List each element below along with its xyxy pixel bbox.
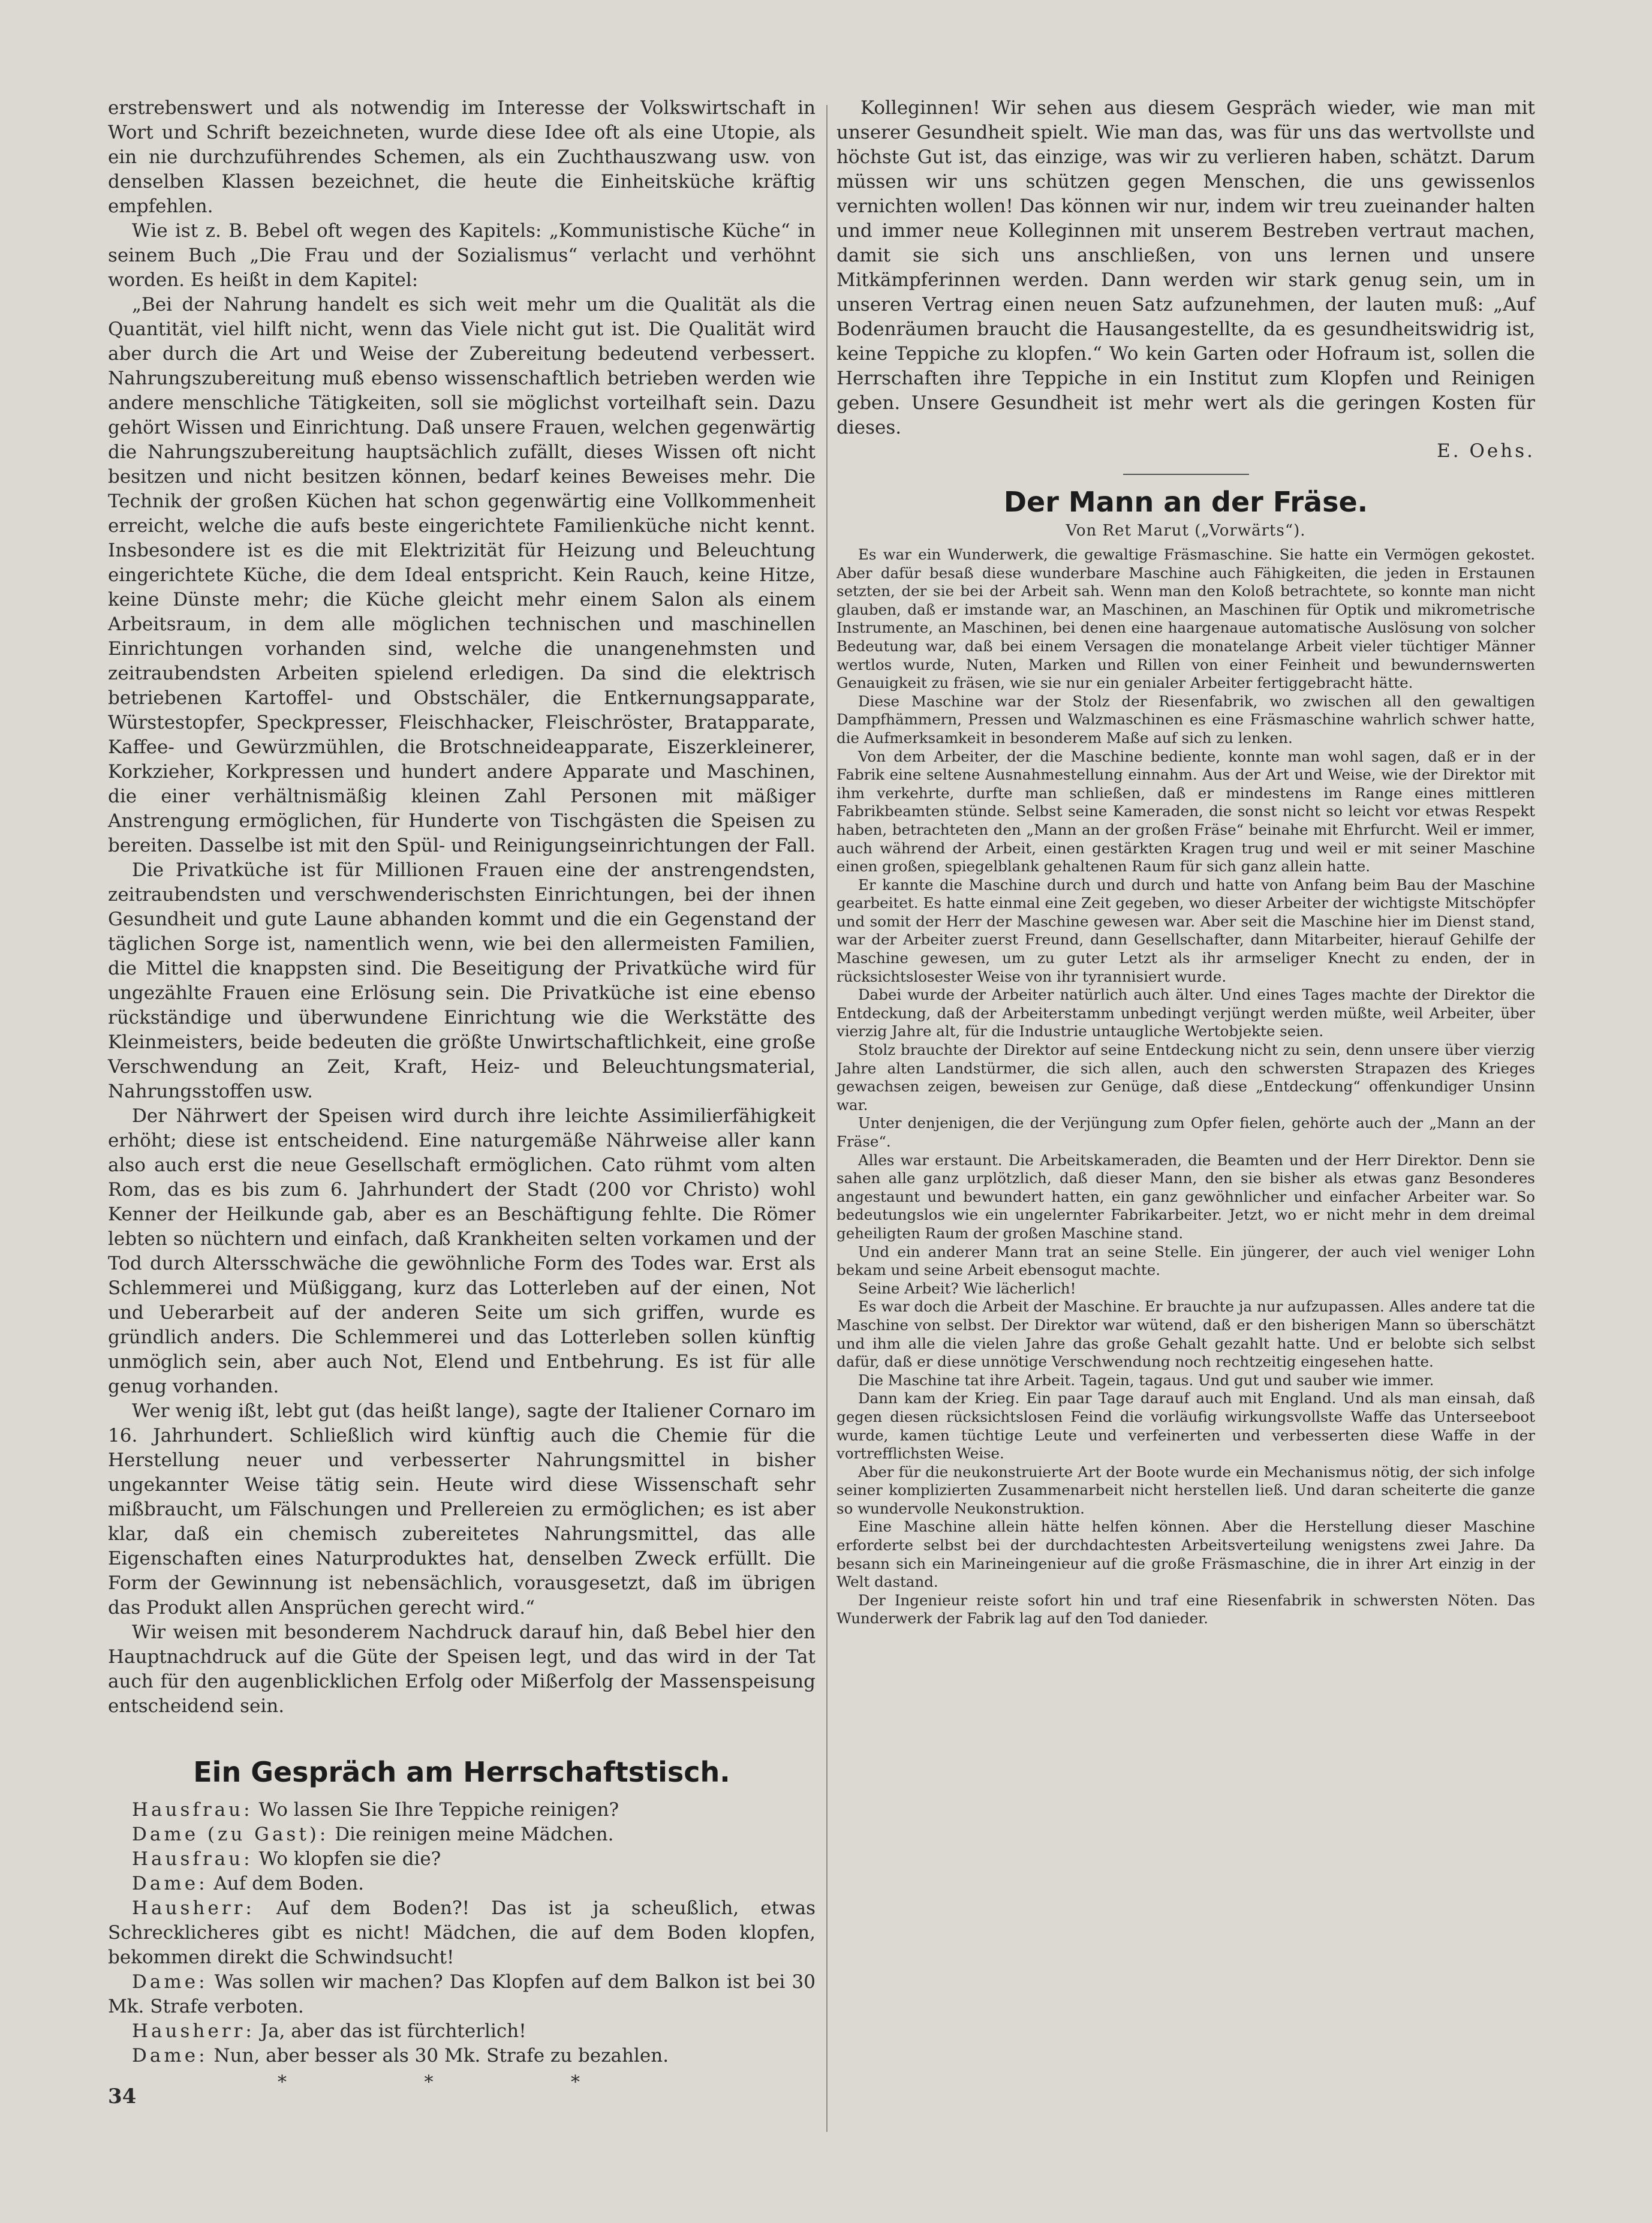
line-text: Wo klopfen sie die?: [258, 1848, 441, 1870]
fraese-paragraph: Er kannte die Maschine durch und durch und hatte von Anfang beim Bau der Maschine gearbeitet. Es hatte einmal eine Zeit gegeben, wo dieser Arbeiter der wichtigste Mitschöpfer und somit der Herr der Maschine gewesen war. Aber seit die Maschine hier im Dienst stand, war der Arbeiter zuerst Freund, dann Gesellschafter, dann Mitarbeiter, hierauf Gehilfe der Maschine gewesen, um zu guter Letzt als ihr armseliger Knecht zu enden, der in rücksichtslosester Weise von ihr tyrannisiert wurde.: [836, 876, 1535, 985]
dialogue-line: [108, 1872, 816, 1896]
speaker: Dame (zu Gast):: [132, 1824, 329, 1845]
left-column: [108, 96, 816, 2093]
fraese-paragraph: Es war doch die Arbeit der Maschine. Er brauchte ja nur aufzupassen. Alles andere tat die Maschine von selbst. Der Direktor war wütend, daß er den bisherigen Mann so überschätzt und ihm alle die vielen Jahre das große Gehalt gezahlt hatte. Und er belobte sich selbst dafür, daß er diese unnötige Verschwendung noch rechtzeitig eingesehen hatte.: [836, 1298, 1535, 1371]
dialogue-line: [108, 1847, 816, 1872]
fraese-paragraph: Alles war erstaunt. Die Arbeitskameraden, die Beamten und der Herr Direktor. Denn sie sahen alle ganz urplötzlich, daß dieser Mann, den sie bisher als etwas ganz Besonderes angestaunt und bewundert hatten, ein ganz gewöhnlicher und einfacher Arbeiter war. So bedeutungslos wie ein ungelernter Fabrikarbeiter. Jetzt, wo er nicht mehr in dem dreimal geheiligten Raum der großen Maschine stand.: [836, 1151, 1535, 1242]
speaker: Dame:: [132, 1873, 208, 1894]
dialogue-line: [108, 1798, 816, 1822]
dialogue-line: [108, 2044, 816, 2068]
fraese-paragraph: Unter denjenigen, die der Verjüngung zum Opfer fielen, gehörte auch der „Mann an der Fräse“.: [836, 1114, 1535, 1150]
speaker: Hausfrau:: [132, 1799, 253, 1821]
fraese-paragraph: Es war ein Wunderwerk, die gewaltige Fräsmaschine. Sie hatte ein Vermögen gekostet. Aber dafür besaß diese wunderbare Maschine auch Fähigkeiten, die jeden in Erstaunen setzten, der sie bei der Arbeit sah. Wenn man den Koloß betrachtete, so konnte man nicht glauben, daß er imstande war, an Maschinen, an Maschinen für Optik und mikrometrische Instrumente, an Maschinen, bei denen eine haargenaue automatische Auslösung von solcher Bedeutung war, daß bei einem Versagen die monatelange Arbeit vieler tüchtiger Männer wertlos wurde, Nuten, Marken und Rillen von einer Feinheit und bewundernswerten Genauigkeit zu fräsen, wie sie nur ein genialer Arbeiter fertiggebracht hätte.: [836, 546, 1535, 692]
speaker: Hausherr:: [132, 1897, 255, 1919]
line-text: Die reinigen meine Mädchen.: [335, 1824, 614, 1845]
left-paragraph: „Bei der Nahrung handelt es sich weit mehr um die Qualität als die Quantität, viel hilft nicht, wenn das Viele nicht gut ist. Die Qualität wird aber durch die Art und Weise der Zubereitung bedeutend verbessert. Nahrungszubereitung muß ebenso wissenschaftlich betrieben werden wie andere menschliche Tätigkeiten, soll sie möglichst vorteilhaft sein. Dazu gehört Wissen und Einrichtung. Daß unsere Frauen, welchen gegenwärtig die Nahrungszubereitung hauptsächlich zufällt, dieses Wissen oft nicht besitzen und nicht besitzen können, bedarf keines Beweises mehr. Die Technik der großen Küchen hat schon gegenwärtig eine Vollkommenheit erreicht, welche die aufs beste eingerichtete Familienküche nicht kennt. Insbesondere ist es die mit Elektrizität für Heizung und Beleuchtung eingerichtete Küche, die dem Ideal entspricht. Kein Rauch, keine Hitze, keine Dünste mehr; die Küche gleicht mehr einem Salon als einem Arbeitsraum, in dem alle möglichen technischen und maschinellen Einrichtungen vorhanden sind, welche die unangenehmsten und zeitraubendsten Arbeiten spielend erledigen. Da sind die elektrisch betriebenen Kartoffel- und Obstschäler, die Entkernungsapparate, Würstestopfer, Speckpresser, Fleischhacker, Fleischröster, Bratapparate, Kaffee- und Gewürzmühlen, die Brotschneideapparate, Eiszerkleinerer, Korkzieher, Korkpressen und hundert andere Apparate und Maschinen, die einer verhältnismäßig kleinen Zahl Personen mit mäßiger Anstrengung ermöglichen, für Hunderte von Tischgästen die Speisen zu bereiten. Dasselbe ist mit den Spül- und Reinigungseinrichtungen der Fall.: [108, 294, 816, 856]
fraese-paragraph: Aber für die neukonstruierte Art der Boote wurde ein Mechanismus nötig, der sich infolge seiner komplizierten Zusammenarbeit nicht herstellen ließ. Und daran scheiterte die ganze so wundervolle Neukonstruktion.: [836, 1463, 1535, 1517]
line-text: Wo lassen Sie Ihre Teppiche reinigen?: [258, 1799, 619, 1821]
fraese-byline: Von Ret Marut („Vorwärts“).: [1066, 522, 1306, 540]
gespraech-headline: Ein Gespräch am Herrschaftstisch.: [193, 1756, 730, 1788]
gespraech-dialogue: [108, 1798, 816, 2068]
author-signature: E. Oehs.: [1437, 440, 1535, 462]
dialogue-line: [108, 1896, 816, 1970]
speaker: Dame:: [132, 1971, 208, 1993]
fraese-paragraph: Von dem Arbeiter, der die Maschine bediente, konnte man wohl sagen, daß er in der Fabrik eine seltene Ausnahmestellung einnahm. Aus der Art und Weise, wie der Direktor mit ihm verkehrte, durfte man schließen, daß er mindestens im Range eines mittleren Fabrikbeamten stünde. Selbst seine Kameraden, die sonst nicht so leicht vor etwas Respekt haben, betrachteten den „Mann an der großen Fräse“ beinahe mit Ehrfurcht. Weil er immer, auch während der Arbeit, einen gestärkten Kragen trug und weil er mit seiner Maschine einen großen, spiegelblank gehaltenen Raum für sich ganz allein hatte.: [836, 747, 1535, 876]
left-paragraph: erstrebenswert und als notwendig im Interesse der Volkswirtschaft in Wort und Schrift bezeichneten, wurde diese Idee oft als eine Utopie, als ein nie durchzuführendes Schemen, als ein Zuchthauszwang usw. von denselben Klassen bezeichnet, die heute die Einheitsküche kräftig empfehlen.: [108, 97, 816, 217]
left-paragraph: Der Nährwert der Speisen wird durch ihre leichte Assimilierfähigkeit erhöht; diese ist entscheidend. Eine naturgemäße Nährweise aller kann also auch erst die neue Gesellschaft ermöglichen. Cato rühmt vom alten Rom, das es bis zum 6. Jahrhundert der Stadt (200 vor Christo) wohl Kenner der Heilkunde gab, aber es an Beschäftigung fehlte. Die Römer lebten so nüchtern und einfach, daß Krankheiten selten vorkamen und der Tod durch Altersschwäche die gewöhnliche Form des Todes war. Erst als Schlemmerei und Müßiggang, kurz das Lotterleben auf der einen, Not und Ueberarbeit auf der anderen Seite um sich griffen, wurde es gründlich anders. Die Schlemmerei und das Lotterleben sollen künftig unmöglich sein, aber auch Not, Elend und Entbehrung. Es ist für alle genug vorhanden.: [108, 1105, 816, 1397]
speaker: Hausherr:: [132, 2020, 255, 2042]
fraese-paragraph: Und ein anderer Mann trat an seine Stelle. Ein jüngerer, der auch viel weniger Lohn bekam und seine Arbeit ebensogut machte.: [836, 1243, 1535, 1279]
intro-paragraph: Kolleginnen! Wir sehen aus diesem Gespräch wieder, wie man mit unserer Gesundheit spielt. Wie man das, was für uns das wertvollste und höchste Gut ist, das einzige, was wir zu verlieren haben, schätzt. Darum müssen wir uns schützen gegen Menschen, die uns gewissenlos vernichten wollen! Das können wir nur, indem wir treu zueinander halten und immer neue Kolleginnen mit unserem Bestreben vertraut machen, damit sie sich uns anschließen, von uns lernen und unsere Mitkämpferinnen werden. Dann werden wir stark genug sein, um in unseren Vertrag einen neuen Satz aufzunehmen, der lauten muß: „Auf Bodenräumen braucht die Hausangestellte, da es gesundheitswidrig ist, keine Teppiche zu klopfen.“ Wo kein Garten oder Hofraum ist, sollen die Herrschaften ihre Teppiche in ein Institut zum Klopfen und Reinigen geben. Unsere Gesundheit ist mehr wert als die geringen Kosten für dieses.: [836, 97, 1535, 438]
dialogue-line: [108, 1970, 816, 2019]
speaker: Dame:: [132, 2045, 208, 2066]
fraese-paragraph: Dann kam der Krieg. Ein paar Tage darauf auch mit England. Und als man einsah, daß gegen diesen rücksichtslosen Feind die vorläufig wirkungsvollste Waffe das Unterseeboot wurde, kamen tüchtige Leute und verfeinerten und verbesserten diese Waffe in der vortrefflichsten Weise.: [836, 1389, 1535, 1463]
fraese-paragraph: Der Ingenieur reiste sofort hin und traf eine Riesenfabrik in schwersten Nöten. Das Wunderwerk der Fabrik lag auf den Tod danieder.: [836, 1591, 1535, 1628]
fraese-paragraph: Seine Arbeit? Wie lächerlich!: [858, 1279, 1076, 1297]
left-paragraph: Wer wenig ißt, lebt gut (das heißt lange), sagte der Italiener Cornaro im 16. Jahrhundert. Schließlich wird künftig auch die Chemie für die Herstellung neuer und verbesserter Nahrungsmittel in bisher ungekannter Weise tätig sein. Heute wird diese Wissenschaft sehr mißbraucht, um Fälschungen und Prellereien zu ermöglichen; es ist aber klar, daß ein chemisch zubereitetes Nahrungsmittel, das alle Eigenschaften eines Naturproduktes hat, denselben Zweck erfüllt. Die Form der Gewinnung ist nebensächlich, vorausgesetzt, daß im übrigen das Produkt allen Ansprüchen gerecht wird.“: [108, 1400, 816, 1619]
left-paragraph: Wie ist z. B. Bebel oft wegen des Kapitels: „Kommunistische Küche“ in seinem Buch „Die Frau und der Sozialismus“ verlacht und verhöhnt worden. Es heißt in dem Kapitel:: [108, 220, 816, 291]
dialogue-line: [108, 2019, 816, 2044]
fraese-headline: Der Mann an der Fräse.: [1003, 486, 1368, 518]
right-column: [836, 96, 1535, 1628]
fraese-paragraph: Stolz brauchte der Direktor auf seine Entdeckung nicht zu sein, denn unsere über vierzig Jahre alten Landstürmer, die sich allen, auch den schwersten Strapazen des Krieges gewachsen zeigen, beweisen zur Genüge, daß diese „Entdeckung“ offenkundiger Unsinn war.: [836, 1041, 1535, 1114]
fraese-paragraph: Diese Maschine war der Stolz der Riesenfabrik, wo zwischen all den gewaltigen Dampfhämmern, Pressen und Walzmaschinen es eine Fräsmaschine wahrlich schwer hatte, die Aufmerksamkeit in besonderem Maße auf sich zu lenken.: [836, 692, 1535, 747]
left-paragraph: Die Privatküche ist für Millionen Frauen eine der anstrengendsten, zeitraubendsten und verschwenderischsten Einrichtungen, bei der ihnen Gesundheit und gute Laune abhanden kommt und die ein Gegenstand der täglichen Sorge ist, namentlich wenn, wie bei den allermeisten Familien, die Mittel die knappsten sind. Die Beseitigung der Privatküche wird für ungezählte Frauen eine Erlösung sein. Die Privatküche ist eine ebenso rückständige und überwundene Einrichtung wie die Werkstätte des Kleinmeisters, beide bedeuten die größte Unwirtschaftlichkeit, eine große Verschwendung an Zeit, Kraft, Heiz- und Beleuchtungsmaterial, Nahrungsstoffen usw.: [108, 859, 816, 1102]
page-number: 34: [108, 2084, 137, 2108]
line-text: Auf dem Boden.: [213, 1873, 364, 1894]
left-paragraph: Wir weisen mit besonderem Nachdruck darauf hin, daß Bebel hier den Hauptnachdruck auf die Güte der Speisen legt, und das wird in der Tat auch für den augenblicklichen Erfolg oder Mißerfolg der Massenspeisung entscheidend sein.: [108, 1622, 816, 1717]
article-divider-rule: [1123, 474, 1249, 475]
speaker: Hausfrau:: [132, 1848, 253, 1870]
fraese-paragraph: Die Maschine tat ihre Arbeit. Tagein, tagaus. Und gut und sauber wie immer.: [858, 1371, 1434, 1389]
line-text: Auf dem Boden?! Das ist ja scheußlich, etwas Schrecklicheres gibt es nicht! Mädchen, die auf dem Boden klopfen, bekommen direkt die Schwindsucht!: [108, 1897, 816, 1968]
dialogue-line: [108, 1822, 816, 1847]
fraese-paragraph: Eine Maschine allein hätte helfen können. Aber die Herstellung dieser Maschine erforderte selbst bei der durchdachtesten Arbeitsverteilung wenigstens zwei Jahre. Da besann sich ein Marineingenieur auf die große Fräsmaschine, die in ihrer Art einzig in der Welt dastand.: [836, 1518, 1535, 1591]
column-divider: [826, 105, 827, 2132]
fraese-paragraph: Dabei wurde der Arbeiter natürlich auch älter. Und eines Tages machte der Direktor die Entdeckung, daß der Arbeiterstamm unbedingt verjüngt werden müßte, weil Arbeiter, über vierzig Jahre alt, für die Industrie untaugliche Wertobjekte seien.: [836, 986, 1535, 1040]
line-text: Ja, aber das ist fürchterlich!: [260, 2020, 526, 2042]
section-separator: * * *: [277, 2072, 646, 2093]
line-text: Was sollen wir machen? Das Klopfen auf dem Balkon ist bei 30 Mk. Strafe verboten.: [108, 1971, 816, 2017]
line-text: Nun, aber besser als 30 Mk. Strafe zu bezahlen.: [213, 2045, 669, 2066]
